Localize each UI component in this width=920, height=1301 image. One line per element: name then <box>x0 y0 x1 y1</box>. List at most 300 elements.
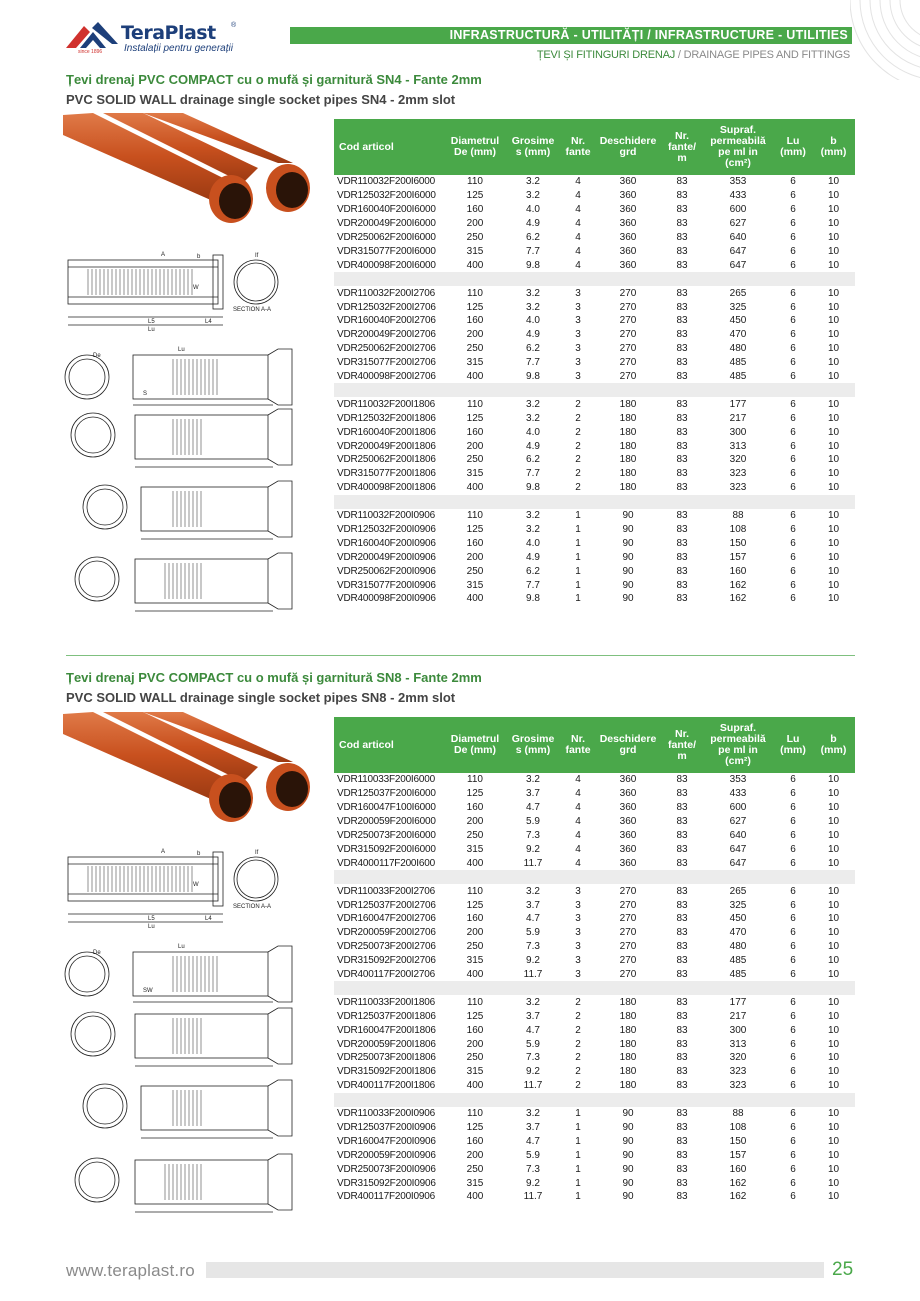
table-cell: 83 <box>676 1122 688 1134</box>
table-cell: 10 <box>827 357 840 369</box>
col-b: b (mm) <box>812 119 855 175</box>
table-cell: 90 <box>622 510 634 522</box>
group-separator <box>334 981 855 995</box>
table-row <box>334 356 855 370</box>
table-row <box>334 787 855 801</box>
table-cell: 3.2 <box>526 774 540 786</box>
table-cell: 6 <box>790 190 796 202</box>
table-cell: 10 <box>827 1163 840 1175</box>
drawing-label-s: S <box>143 391 148 397</box>
table-cell: 3.2 <box>526 412 540 424</box>
table-row <box>334 481 855 495</box>
table-cell: 3 <box>575 357 581 369</box>
table-row <box>334 467 855 481</box>
group-separator <box>334 383 855 397</box>
teraplast-roof-icon <box>66 22 120 52</box>
table-cell: 360 <box>619 218 637 230</box>
col-permeable-surface: Supraf. permeabilă pe ml in (cm²) <box>702 119 774 175</box>
table-cell: 600 <box>729 802 747 814</box>
table-cell: 353 <box>729 774 747 786</box>
table-cell: 180 <box>619 1066 637 1078</box>
article-code: VDR160040F200I2706 <box>337 315 436 327</box>
table-cell: 83 <box>676 1024 688 1036</box>
table-cell: 10 <box>827 565 840 577</box>
table-cell: 83 <box>676 551 688 563</box>
table-cell: 83 <box>676 482 688 494</box>
table-row <box>334 842 855 856</box>
table-cell: 162 <box>729 1177 747 1189</box>
table-cell: 6 <box>790 1163 796 1175</box>
table-row <box>334 550 855 564</box>
table-cell: 11.7 <box>523 1080 543 1092</box>
table-cell: 1 <box>575 1135 581 1147</box>
table-cell: 90 <box>622 524 634 536</box>
table-cell: 250 <box>466 1052 484 1064</box>
table-cell: 6 <box>790 955 796 967</box>
table-cell: 83 <box>676 524 688 536</box>
article-code: VDR160040F200I6000 <box>337 204 436 216</box>
table-cell: 83 <box>676 232 688 243</box>
table-row <box>334 328 855 342</box>
article-code: VDR315092F200I1806 <box>337 1066 436 1078</box>
table-cell: 4 <box>575 218 581 230</box>
table-cell: 250 <box>466 343 484 355</box>
table-row <box>334 244 855 258</box>
table-cell: 2 <box>575 440 581 452</box>
article-code: VDR400117F200I2706 <box>337 969 435 981</box>
table-cell: 83 <box>676 468 688 480</box>
col-diameter: Diametrul De (mm) <box>446 119 504 175</box>
table-cell: 10 <box>827 218 840 230</box>
table-cell: 83 <box>676 259 688 271</box>
table-row <box>334 1079 855 1093</box>
table-cell: 6 <box>790 343 796 355</box>
table-cell: 2 <box>575 398 581 410</box>
table-cell: 400 <box>466 482 484 494</box>
col-opening: Deschidere grd <box>594 717 662 773</box>
table-cell: 10 <box>827 899 840 911</box>
table-cell: 200 <box>466 816 484 828</box>
table-cell: 3 <box>575 301 581 313</box>
col-lu: Lu (mm) <box>774 717 812 773</box>
table-cell: 6 <box>790 218 796 230</box>
table-cell: 7.7 <box>526 245 540 257</box>
table-row <box>334 1037 855 1051</box>
table-cell: 323 <box>729 1066 747 1078</box>
article-code: VDR4000117F200I600 <box>337 857 435 869</box>
table-header <box>334 717 855 773</box>
table-cell: 6 <box>790 830 796 841</box>
table-row <box>334 175 855 189</box>
table-cell: 6 <box>790 329 796 341</box>
table-cell: 10 <box>827 524 840 536</box>
table-cell: 3 <box>575 913 581 925</box>
table-cell: 6 <box>790 941 796 953</box>
table-cell: 1 <box>575 1149 581 1161</box>
table-cell: 6 <box>790 524 796 536</box>
table-cell: 270 <box>619 287 637 299</box>
table-cell: 83 <box>676 412 688 424</box>
table-cell: 3 <box>575 899 581 911</box>
table-cell: 640 <box>729 232 747 243</box>
table-cell: 6 <box>790 551 796 563</box>
table-cell: 270 <box>619 969 637 981</box>
col-slots-per-m: Nr. fante/ m <box>662 717 702 773</box>
table-body <box>334 773 855 1204</box>
table-cell: 2 <box>575 482 581 494</box>
table-cell: 3 <box>575 329 581 341</box>
drawing-label-lu: Lu <box>148 327 155 333</box>
table-cell: 110 <box>467 176 483 188</box>
table-cell: 5.9 <box>526 1038 540 1050</box>
table-cell: 3.2 <box>526 398 540 410</box>
table-cell: 360 <box>619 857 637 869</box>
table-cell: 6 <box>790 579 796 591</box>
table-cell: 108 <box>729 524 747 536</box>
table-row <box>334 231 855 245</box>
table-cell: 4.0 <box>526 537 540 549</box>
table-cell: 315 <box>466 579 484 591</box>
col-diameter: Diametrul De (mm) <box>446 717 504 773</box>
table-cell: 4 <box>575 190 581 202</box>
table-cell: 10 <box>827 788 840 800</box>
table-cell: 6 <box>790 301 796 313</box>
article-code: VDR250073F200I2706 <box>337 941 436 953</box>
article-code: VDR315077F200I2706 <box>337 357 436 369</box>
table-cell: 6 <box>790 593 796 605</box>
table-row <box>334 439 855 453</box>
table-cell: 6 <box>790 537 796 549</box>
table-cell: 480 <box>729 343 747 355</box>
table-cell: 9.8 <box>526 371 540 383</box>
table-cell: 270 <box>619 371 637 383</box>
table-cell: 180 <box>619 426 637 438</box>
drawing-section-label: SECTION A-A <box>233 307 272 313</box>
article-code: VDR250062F200I6000 <box>337 232 436 243</box>
table-cell: 640 <box>729 830 747 841</box>
table-cell: 315 <box>466 1177 484 1189</box>
table-cell: 83 <box>676 1010 688 1022</box>
drawing-section-label: SECTION A-A <box>233 904 272 910</box>
article-code: VDR160040F200I1806 <box>337 426 436 438</box>
table-cell: 108 <box>729 1122 747 1134</box>
table-cell: 6.2 <box>526 454 540 466</box>
article-code: VDR250062F200I2706 <box>337 343 436 355</box>
table-cell: 5.9 <box>526 816 540 828</box>
article-code: VDR160047F200I0906 <box>337 1135 436 1147</box>
table-cell: 2 <box>575 412 581 424</box>
table-cell: 83 <box>676 969 688 981</box>
drawing-label-sw: SW <box>143 988 153 994</box>
table-cell: 360 <box>619 774 637 786</box>
table-cell: 6 <box>790 1149 796 1161</box>
table-cell: 470 <box>729 329 747 341</box>
table-cell: 400 <box>466 593 484 605</box>
table-cell: 7.3 <box>526 830 540 841</box>
article-code: VDR125032F200I2706 <box>337 301 436 313</box>
drawing-label-l5: L5 <box>148 916 155 922</box>
table-cell: 400 <box>466 1080 484 1092</box>
table-cell: 83 <box>676 996 688 1008</box>
table-row <box>334 453 855 467</box>
table-cell: 7.7 <box>526 468 540 480</box>
table-cell: 83 <box>676 899 688 911</box>
table-cell: 1 <box>575 565 581 577</box>
table-cell: 360 <box>619 190 637 202</box>
table-cell: 88 <box>732 510 744 522</box>
article-code: VDR160047F200I2706 <box>337 913 436 925</box>
table-cell: 3 <box>575 885 581 897</box>
table-cell: 6 <box>790 468 796 480</box>
table-row <box>334 1148 855 1162</box>
article-code: VDR250073F200I1806 <box>337 1052 436 1064</box>
table-cell: 160 <box>466 426 484 438</box>
table-row <box>334 801 855 815</box>
table-row <box>334 286 855 300</box>
table-row <box>334 1190 855 1204</box>
table-cell: 6 <box>790 1066 796 1078</box>
article-code: VDR200059F200I1806 <box>337 1038 436 1050</box>
article-code: VDR125032F200I0906 <box>337 524 436 536</box>
table-cell: 160 <box>466 1024 484 1036</box>
subtitle-en: DRAINAGE PIPES AND FITTINGS <box>683 49 850 61</box>
col-permeable-surface: Supraf. permeabilă pe ml in (cm²) <box>702 717 774 773</box>
table-cell: 110 <box>467 1108 483 1120</box>
table-cell: 6 <box>790 996 796 1008</box>
table-cell: 3.2 <box>526 510 540 522</box>
table-cell: 6 <box>790 1108 796 1120</box>
page-number: 25 <box>832 1259 854 1280</box>
table-cell: 10 <box>827 329 840 341</box>
article-code: VDR200049F200I0906 <box>337 551 436 563</box>
col-thickness: Grosime s (mm) <box>504 717 562 773</box>
table-cell: 9.2 <box>526 1066 540 1078</box>
table-cell: 90 <box>622 537 634 549</box>
table-cell: 200 <box>466 1038 484 1050</box>
table-cell: 4 <box>575 830 581 841</box>
table-cell: 6 <box>790 454 796 466</box>
table-cell: 83 <box>676 593 688 605</box>
drawing-label-de: De <box>93 353 101 359</box>
table-cell: 2 <box>575 1038 581 1050</box>
table-cell: 1 <box>575 1191 581 1203</box>
col-b: b (mm) <box>812 717 855 773</box>
table-cell: 270 <box>619 899 637 911</box>
table-cell: 360 <box>619 802 637 814</box>
table-cell: 1 <box>575 1163 581 1175</box>
table-cell: 3 <box>575 343 581 355</box>
table-cell: 6 <box>790 245 796 257</box>
table-cell: 83 <box>676 927 688 939</box>
table-cell: 10 <box>827 579 840 591</box>
table-cell: 90 <box>622 565 634 577</box>
table-cell: 4 <box>575 802 581 814</box>
table-cell: 6 <box>790 857 796 869</box>
table-cell: 4.7 <box>526 913 540 925</box>
table-cell: 325 <box>729 899 747 911</box>
table-cell: 6 <box>790 1038 796 1050</box>
table-row <box>334 578 855 592</box>
table-row <box>334 523 855 537</box>
table-cell: 3.7 <box>526 1122 540 1134</box>
table-cell: 4.9 <box>526 440 540 452</box>
table-cell: 90 <box>622 1122 634 1134</box>
drawing-label-l5: L5 <box>148 319 155 325</box>
table-cell: 11.7 <box>523 1191 543 1203</box>
table-cell: 10 <box>827 245 840 257</box>
table-cell: 400 <box>466 857 484 869</box>
table-cell: 10 <box>827 955 840 967</box>
table-cell: 3.2 <box>526 996 540 1008</box>
table-cell: 3 <box>575 941 581 953</box>
table-cell: 6 <box>790 899 796 911</box>
table-cell: 83 <box>676 398 688 410</box>
table-cell: 83 <box>676 579 688 591</box>
table-cell: 10 <box>827 190 840 202</box>
table-row <box>334 856 855 870</box>
table-row <box>334 815 855 829</box>
table-cell: 180 <box>619 1010 637 1022</box>
table-cell: 83 <box>676 218 688 230</box>
col-code: Cod articol <box>334 119 446 175</box>
table-row <box>334 968 855 982</box>
table-cell: 10 <box>827 1080 840 1092</box>
table-cell: 10 <box>827 315 840 327</box>
table-cell: 7.3 <box>526 941 540 953</box>
table-cell: 90 <box>622 593 634 605</box>
article-code: VDR200059F200I0906 <box>337 1149 436 1161</box>
category-subtitle <box>537 49 850 61</box>
table-cell: 270 <box>619 885 637 897</box>
section-title-en: PVC SOLID WALL drainage single socket pipes SN4 - 2mm slot <box>66 92 456 107</box>
table-cell: 160 <box>466 315 484 327</box>
article-code: VDR110033F200I0906 <box>337 1108 435 1120</box>
table-cell: 3.7 <box>526 899 540 911</box>
table-cell: 10 <box>827 885 840 897</box>
table-cell: 9.8 <box>526 482 540 494</box>
table-cell: 485 <box>729 969 747 981</box>
group-separator <box>334 495 855 509</box>
table-cell: 6.2 <box>526 343 540 355</box>
table-row <box>334 370 855 384</box>
table-cell: 83 <box>676 941 688 953</box>
table-cell: 270 <box>619 343 637 355</box>
table-cell: 10 <box>827 843 840 855</box>
table-cell: 6 <box>790 204 796 216</box>
table-cell: 4.7 <box>526 802 540 814</box>
table-row <box>334 509 855 523</box>
table-cell: 11.7 <box>523 857 543 869</box>
brand-tagline: Instalații pentru generații <box>124 43 233 54</box>
table-cell: 10 <box>827 176 840 188</box>
table-cell: 5.9 <box>526 927 540 939</box>
table-cell: 270 <box>619 357 637 369</box>
table-cell: 270 <box>619 955 637 967</box>
table-cell: 315 <box>466 357 484 369</box>
table-cell: 3 <box>575 371 581 383</box>
table-cell: 360 <box>619 816 637 828</box>
drawing-label-w: W <box>193 285 199 291</box>
table-row <box>334 300 855 314</box>
table-cell: 433 <box>729 788 747 800</box>
table-cell: 10 <box>827 774 840 786</box>
table-cell: 313 <box>729 1038 747 1050</box>
article-code: VDR250062F200I0906 <box>337 565 436 577</box>
table-cell: 83 <box>676 510 688 522</box>
table-cell: 1 <box>575 510 581 522</box>
brand-logo[interactable] <box>66 22 241 58</box>
table-cell: 83 <box>676 1052 688 1064</box>
table-cell: 4.0 <box>526 204 540 216</box>
article-code: VDR125037F200I1806 <box>337 1010 436 1022</box>
table-cell: 83 <box>676 315 688 327</box>
article-code: VDR200049F200I2706 <box>337 329 436 341</box>
table-cell: 180 <box>619 1080 637 1092</box>
article-code: VDR110032F200I2706 <box>337 287 435 299</box>
table-row <box>334 773 855 787</box>
table-cell: 83 <box>676 1108 688 1120</box>
table-cell: 9.8 <box>526 593 540 605</box>
table-row <box>334 1121 855 1135</box>
table-cell: 6 <box>790 1191 796 1203</box>
table-cell: 300 <box>729 1024 747 1036</box>
table-cell: 270 <box>619 927 637 939</box>
article-code: VDR160047F200I1806 <box>337 1024 436 1036</box>
table-cell: 6 <box>790 357 796 369</box>
table-cell: 10 <box>827 343 840 355</box>
table-cell: 6 <box>790 232 796 243</box>
table-cell: 4.0 <box>526 426 540 438</box>
table-cell: 2 <box>575 1052 581 1064</box>
footer-website-link[interactable]: www.teraplast.ro <box>66 1261 195 1280</box>
article-code: VDR125032F200I6000 <box>337 190 436 202</box>
section-title-en: PVC SOLID WALL drainage single socket pipes SN8 - 2mm slot <box>66 690 456 705</box>
table-cell: 3.2 <box>526 287 540 299</box>
footer-bar <box>206 1262 824 1278</box>
table-cell: 162 <box>729 1191 747 1203</box>
table-cell: 10 <box>827 1038 840 1050</box>
article-code: VDR160040F200I0906 <box>337 537 436 549</box>
table-cell: 360 <box>619 259 637 271</box>
table-cell: 83 <box>676 426 688 438</box>
table-cell: 83 <box>676 371 688 383</box>
category-bar <box>290 27 852 44</box>
table-cell: 3.7 <box>526 1010 540 1022</box>
table-cell: 125 <box>466 524 484 536</box>
table-cell: 9.2 <box>526 1177 540 1189</box>
section-divider <box>66 655 855 656</box>
table-row <box>334 217 855 231</box>
table-cell: 270 <box>619 329 637 341</box>
table-cell: 125 <box>466 788 484 800</box>
table-cell: 10 <box>827 1108 840 1120</box>
table-cell: 217 <box>729 412 747 424</box>
table-cell: 90 <box>622 579 634 591</box>
table-cell: 4 <box>575 245 581 257</box>
table-cell: 270 <box>619 941 637 953</box>
table-cell: 10 <box>827 1010 840 1022</box>
table-cell: 323 <box>729 1080 747 1092</box>
table-cell: 90 <box>622 1191 634 1203</box>
table-cell: 6 <box>790 774 796 786</box>
drawing-label-if: If <box>255 850 259 856</box>
table-cell: 250 <box>466 830 484 841</box>
table-cell: 83 <box>676 245 688 257</box>
table-cell: 4.9 <box>526 329 540 341</box>
table-cell: 4 <box>575 232 581 243</box>
table-header <box>334 119 855 175</box>
table-cell: 83 <box>676 565 688 577</box>
